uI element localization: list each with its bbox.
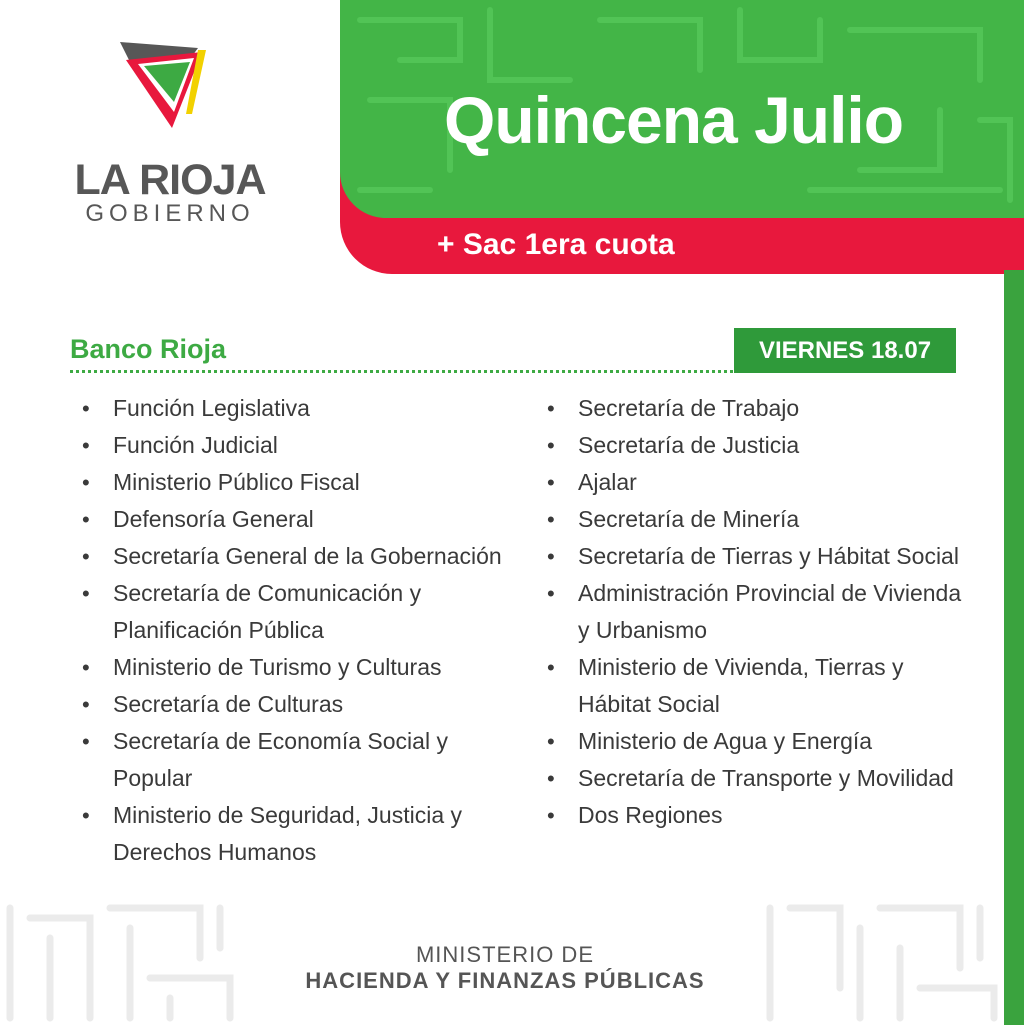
triangle-emblem-icon	[118, 36, 208, 136]
left-list	[80, 390, 520, 871]
page-subtitle: + Sac 1era cuota	[437, 228, 675, 261]
list-item: • Ministerio de Agua y Energía	[545, 723, 965, 760]
list-item: • Ajalar	[545, 464, 965, 501]
footer-line-1: MINISTERIO DE	[415, 942, 594, 967]
list-item: • Ministerio Público Fiscal	[80, 464, 520, 501]
list-item: • Secretaría de Transporte y Movilidad	[545, 760, 965, 797]
list-item: • Ministerio de Vivienda, Tierras y Hábitat Social	[545, 649, 965, 723]
footer-line-2: HACIENDA Y FINANZAS PÚBLICAS	[305, 968, 705, 993]
logo-subtitle: GOBIERNO	[85, 200, 255, 227]
list-item: • Dos Regiones	[545, 797, 965, 834]
list-item: • Secretaría de Comunicación y Planificación Pública	[80, 575, 520, 649]
bottom-left-pattern	[0, 898, 250, 1025]
list-item: • Función Legislativa	[80, 390, 520, 427]
page-title: Quincena Julio	[444, 83, 904, 157]
list-item: • Secretaría de Justicia	[545, 427, 965, 464]
footer-ministry	[250, 942, 760, 994]
list-item: • Secretaría General de la Gobernación	[80, 538, 520, 575]
bank-name: Banco Rioja	[70, 334, 227, 364]
date-badge: VIERNES 18.07	[734, 328, 956, 373]
list-item: • Secretaría de Economía Social y Popular	[80, 723, 520, 797]
list-item: • Administración Provincial de Vivienda y Urbanismo	[545, 575, 965, 649]
maze-pattern-icon	[0, 898, 250, 1025]
list-item: • Defensoría General	[80, 501, 520, 538]
list-item: • Secretaría de Minería	[545, 501, 965, 538]
list-item: • Secretaría de Culturas	[80, 686, 520, 723]
right-list	[545, 390, 965, 834]
logo-title: LA RIOJA	[74, 156, 266, 204]
list-item: • Función Judicial	[80, 427, 520, 464]
right-green-stripe	[1004, 270, 1024, 1025]
bottom-right-pattern	[760, 898, 1004, 1025]
list-item: • Ministerio de Turismo y Culturas	[80, 649, 520, 686]
list-item: • Secretaría de Trabajo	[545, 390, 965, 427]
maze-pattern-icon	[760, 898, 1004, 1025]
list-item: • Secretaría de Tierras y Hábitat Social	[545, 538, 965, 575]
la-rioja-logo	[60, 36, 280, 226]
list-item: • Ministerio de Seguridad, Justicia y Derechos Humanos	[80, 797, 520, 871]
